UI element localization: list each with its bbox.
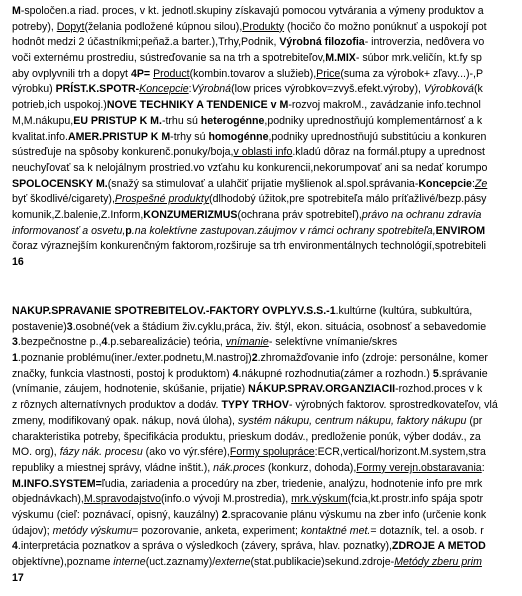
text-run: (ochrana práv spotrebiteľ), <box>237 208 362 221</box>
text-run: objektívne),pozname <box>12 556 114 568</box>
text-run: 17 <box>12 571 24 584</box>
text-line <box>12 177 522 193</box>
text-run: kontaktné met. <box>300 524 371 537</box>
text-run: ,podniky uprednostňujú substitúciu a konkuren <box>268 130 487 143</box>
text-line <box>12 161 522 177</box>
text-run: -spoločen.a riad. proces, v kt. jednotl.skupiny získavajú pomocou vytvárania a výmeny produktov a <box>20 5 484 17</box>
text-line <box>12 145 522 161</box>
text-run: : <box>188 83 192 96</box>
text-line <box>12 320 522 336</box>
text-run: byť škodlivé/cigarety), <box>12 193 115 206</box>
section-consumer-behavior <box>12 304 522 586</box>
text-run: homogénne <box>208 130 269 143</box>
text-run: výskumu (cieľ: poznávací, opisný, kauzálny) <box>12 508 222 521</box>
text-run: heterogénne <box>200 114 265 127</box>
text-run: - introverzia, nedôvera vo <box>364 36 485 49</box>
text-line <box>12 20 522 36</box>
text-line <box>12 192 522 208</box>
text-run: -rozhod.proces v k <box>395 383 483 396</box>
text-run: Dopyt <box>56 20 85 33</box>
text-run: NÁKUP.SPRAV.ORGANZIACII <box>248 383 396 396</box>
text-run: značky, funkcia vlastnosti, postoj k produktom) <box>12 367 233 380</box>
text-run: = pozorovanie, anketa, experiment; <box>132 524 301 537</box>
text-run: nák.proces <box>213 461 265 474</box>
text-run: (k <box>473 83 483 96</box>
text-run: sústreďuje na spôsoby konkurenč.ponuky/boja, <box>12 146 234 159</box>
text-line <box>12 461 522 477</box>
text-line <box>12 351 522 367</box>
text-run: : <box>481 461 485 474</box>
text-run: 4 <box>12 540 18 553</box>
text-run: .interpretácia poznatkov a správa o výsledkoch (závery, správa, hlav. poznatky), <box>17 540 393 553</box>
text-run: 16 <box>12 256 24 268</box>
text-run: (snažý sa stimulovať a ulahčiť prijatie myšlienok al.spol.správania- <box>107 177 419 190</box>
text-line <box>12 51 522 67</box>
text-run: Výrobná <box>191 83 232 96</box>
text-line <box>12 224 522 240</box>
text-run: (low prices výrobkov=zvyš.efekt.výroby), <box>231 83 424 96</box>
text-run: právo na ochranu zdravia <box>361 208 482 221</box>
text-run: výrobku) <box>12 83 56 96</box>
text-line <box>12 445 522 461</box>
text-run: 4 <box>101 336 108 349</box>
text-run: .bezpečnostne p., <box>17 336 102 349</box>
text-line <box>12 130 522 146</box>
text-run: : <box>471 177 475 190</box>
text-run: = dotazník, tel. a osob. r <box>370 524 484 537</box>
text-run: metódy výskumu <box>52 524 133 537</box>
text-run: z rôznych alternatívnych produktov a dodáv. <box>12 399 222 412</box>
text-run: -rozvoj makroM., zavádzanie info.technol <box>288 99 481 112</box>
page-number <box>12 571 522 587</box>
text-run: M.INFO.SYSTEM= <box>12 477 102 490</box>
text-run: PRÍST.K.SPOTR- <box>55 83 140 96</box>
text-run: v oblasti info <box>233 146 293 159</box>
text-run: M,M.nákupu, <box>12 114 74 127</box>
text-run: čoraz výraznejším konkurenčným faktorom,rozširuje sa trh environmentálnych technológií,spotrebiteli <box>12 240 486 253</box>
text-run: 2 <box>251 352 258 365</box>
text-run: Ze <box>474 177 488 190</box>
text-run: p <box>125 224 132 237</box>
text-line <box>12 114 522 130</box>
text-run: .správanie <box>438 367 488 380</box>
text-run: Prospešné produkty <box>114 193 210 206</box>
text-line <box>12 304 522 320</box>
text-run: mrk.výskum <box>291 493 348 506</box>
text-line <box>12 477 522 493</box>
text-run: (konkurz, dohoda), <box>265 461 357 474</box>
text-run: (kombin.tovarov a služieb), <box>189 67 317 80</box>
text-run: charakteristika potreby, špecifikácia produktu, prieskum dodáv., predloženie ponúk, výber dodáv., za <box>12 430 481 443</box>
text-line <box>12 414 522 430</box>
text-run: SPOLOCENSKY M. <box>12 177 108 190</box>
text-run: (info.o vývoji M.prostredia), <box>161 493 292 506</box>
text-run: 2 <box>221 508 228 521</box>
text-line <box>12 82 522 98</box>
text-run: NAKUP.SPRAVANIE SPOTREBITELOV.-FAKTORY OVPLYV.S.S.-1 <box>12 305 336 317</box>
text-run: Product <box>153 67 190 80</box>
text-run: (stat.publikacie)sekund.zdroje- <box>250 556 395 568</box>
text-run: údajov); <box>12 524 53 537</box>
text-run: Výrobná filozofia <box>279 36 365 49</box>
text-run: postavenie) <box>12 320 67 333</box>
text-run: (pr <box>466 414 483 427</box>
text-run: (hocičo čo možno ponúknuť a uspokojí pot <box>284 20 487 33</box>
text-run: KONZUMERIZMUS <box>143 208 238 221</box>
text-run: vnímanie <box>225 336 269 349</box>
text-run: TYPY TRHOV <box>221 399 289 412</box>
text-run: M.MIX <box>325 52 356 65</box>
text-run: .poznanie problému(iner./exter.podnetu,M.nastroj) <box>17 352 252 365</box>
text-line <box>12 492 522 508</box>
text-line <box>12 98 522 114</box>
text-run: .nákupné rozhodnutia(zámer a rozhodn.) <box>238 367 433 380</box>
text-line <box>12 555 522 571</box>
text-run: .p.sebarealizácie) teória, <box>107 336 226 349</box>
text-run: .na kolektívne zastupovan.záujmov v rámci ochrany spotrebiteľa, <box>131 224 436 237</box>
text-run: - súbor mrk.veličín, kt.fy sp <box>355 52 482 65</box>
text-run: externe <box>215 556 251 568</box>
text-run: potrieb,ich uspokoj.) <box>12 99 107 112</box>
text-line <box>12 508 522 524</box>
text-run: hodnôt medzi 2 účastníkmi;peňaž.a barter.),Trhy,Podnik, <box>12 36 280 49</box>
text-run: :ECR,vertical/horizont.M.system,stra <box>314 446 486 459</box>
text-run: Price <box>316 67 341 80</box>
text-line <box>12 539 522 555</box>
text-line <box>12 367 522 383</box>
text-run: (želania podložené kúpnou silou), <box>84 20 243 33</box>
text-line <box>12 430 522 446</box>
text-run: kvalitat.info. <box>12 130 68 143</box>
text-line <box>12 239 522 255</box>
text-run: NOVE TECHNIKY A TENDENICE v M <box>106 99 289 112</box>
text-run: 4P= <box>130 67 151 80</box>
text-run: (uct.zaznamy)/ <box>145 556 216 568</box>
text-run: - výrobných faktorov. sprostredkovateľov, vlá <box>288 399 498 412</box>
text-line <box>12 524 522 540</box>
text-run: Formy verejn.obstaravania <box>356 461 482 474</box>
text-run: zmeny, modifikovaný opak. nákup, nová úloha), <box>12 414 238 427</box>
text-run: 3 <box>12 336 18 349</box>
text-run: (suma za výrobok+ zľavy...)-,P <box>340 67 484 80</box>
text-run: .kladú dôraz na formál.ptupy a uprednost <box>292 146 485 159</box>
text-run: 5 <box>432 367 439 380</box>
text-run: fázy nák. procesu <box>59 446 143 459</box>
text-run: M.spravodajstvo <box>83 493 161 506</box>
text-run: ZDROJE A METOD <box>392 540 486 553</box>
text-run: systém nákupu, centrum nákupu, faktory nákupu <box>237 414 467 427</box>
text-run: Formy spolupráce <box>229 446 315 459</box>
text-run: voči externému prostrediu, sústreďovanie sa na trh a spotrebiteľov, <box>12 52 326 65</box>
text-line <box>12 382 522 398</box>
text-run: aby ovplyvnili trh a dopyt <box>12 67 131 80</box>
text-run: Výrobková <box>423 83 474 96</box>
text-run: .osobné(vek a štádium živ.cyklu,práca, živ. štýl, ekon. situácia, osobnosť a sebavedomie <box>72 320 487 333</box>
text-run: (fcia,kt.prostr.info spája spotr <box>347 493 484 506</box>
text-run: .spracovanie plánu výskumu na zber info (určenie konk <box>227 508 487 521</box>
text-run: (vnímanie, záujem, hodnotenie, skúšanie, prijatie) <box>12 383 249 396</box>
text-line <box>12 335 522 351</box>
text-run: neuchyľovať sa k nelojálnym prostried.vo vzťahu ku konkurencii,nekorumpovať ani sa nedať korumpo <box>12 161 488 174</box>
text-run: informovanosť a osvetu, <box>12 224 126 237</box>
text-run: objednávkach), <box>12 493 84 506</box>
text-run: .kultúrne (kultúra, subkultúra, <box>335 305 473 317</box>
text-run: Produkty <box>242 20 285 33</box>
text-line <box>12 35 522 51</box>
text-run: -trhy sú <box>170 130 209 143</box>
text-run: .zhromažďovanie info (zdroje: personálne, komer <box>257 352 488 365</box>
text-run: M <box>12 5 21 17</box>
text-run: Koncepcie <box>418 177 472 190</box>
page-number <box>12 255 522 271</box>
text-line <box>12 4 522 20</box>
text-run: republiky a miestnej správy, vládne inštit.), <box>12 461 214 474</box>
text-line <box>12 208 522 224</box>
text-run: EU PRISTUP K M. <box>73 114 162 127</box>
text-run: komunik,Z.balenie,Z.Inform, <box>12 208 144 221</box>
text-run: Metódy zberu prim <box>394 556 482 568</box>
text-run: AMER.PRISTUP K M <box>67 130 171 143</box>
text-run: ľudia, zariadenia a procedúry na zber, triedenie, analýzu, hodnotenie info pre mrk <box>101 477 483 490</box>
text-run: 4 <box>232 367 239 380</box>
text-line <box>12 67 522 83</box>
text-run: Koncepcie <box>139 83 189 96</box>
text-run: ,podniky uprednostňujú komplementárnosť a k <box>264 114 483 127</box>
text-run: interne <box>113 556 146 568</box>
text-run: (ako vo výr.sfére), <box>142 446 230 459</box>
text-run: ENVIROM <box>435 224 486 237</box>
text-run: - selektívne vnímanie/skres <box>268 336 398 349</box>
section-marketing-concepts <box>12 4 522 271</box>
text-run: MO. org), <box>12 446 60 459</box>
text-run: -trhu sú <box>161 114 201 127</box>
text-run: 3 <box>66 320 73 333</box>
text-line <box>12 398 522 414</box>
text-run: potreby), <box>12 20 57 33</box>
text-run: 1 <box>12 352 18 365</box>
text-run: (dlhodobý úžitok,pre spotrebiteľa málo príťažlivé/bezp.pásy <box>209 193 487 206</box>
